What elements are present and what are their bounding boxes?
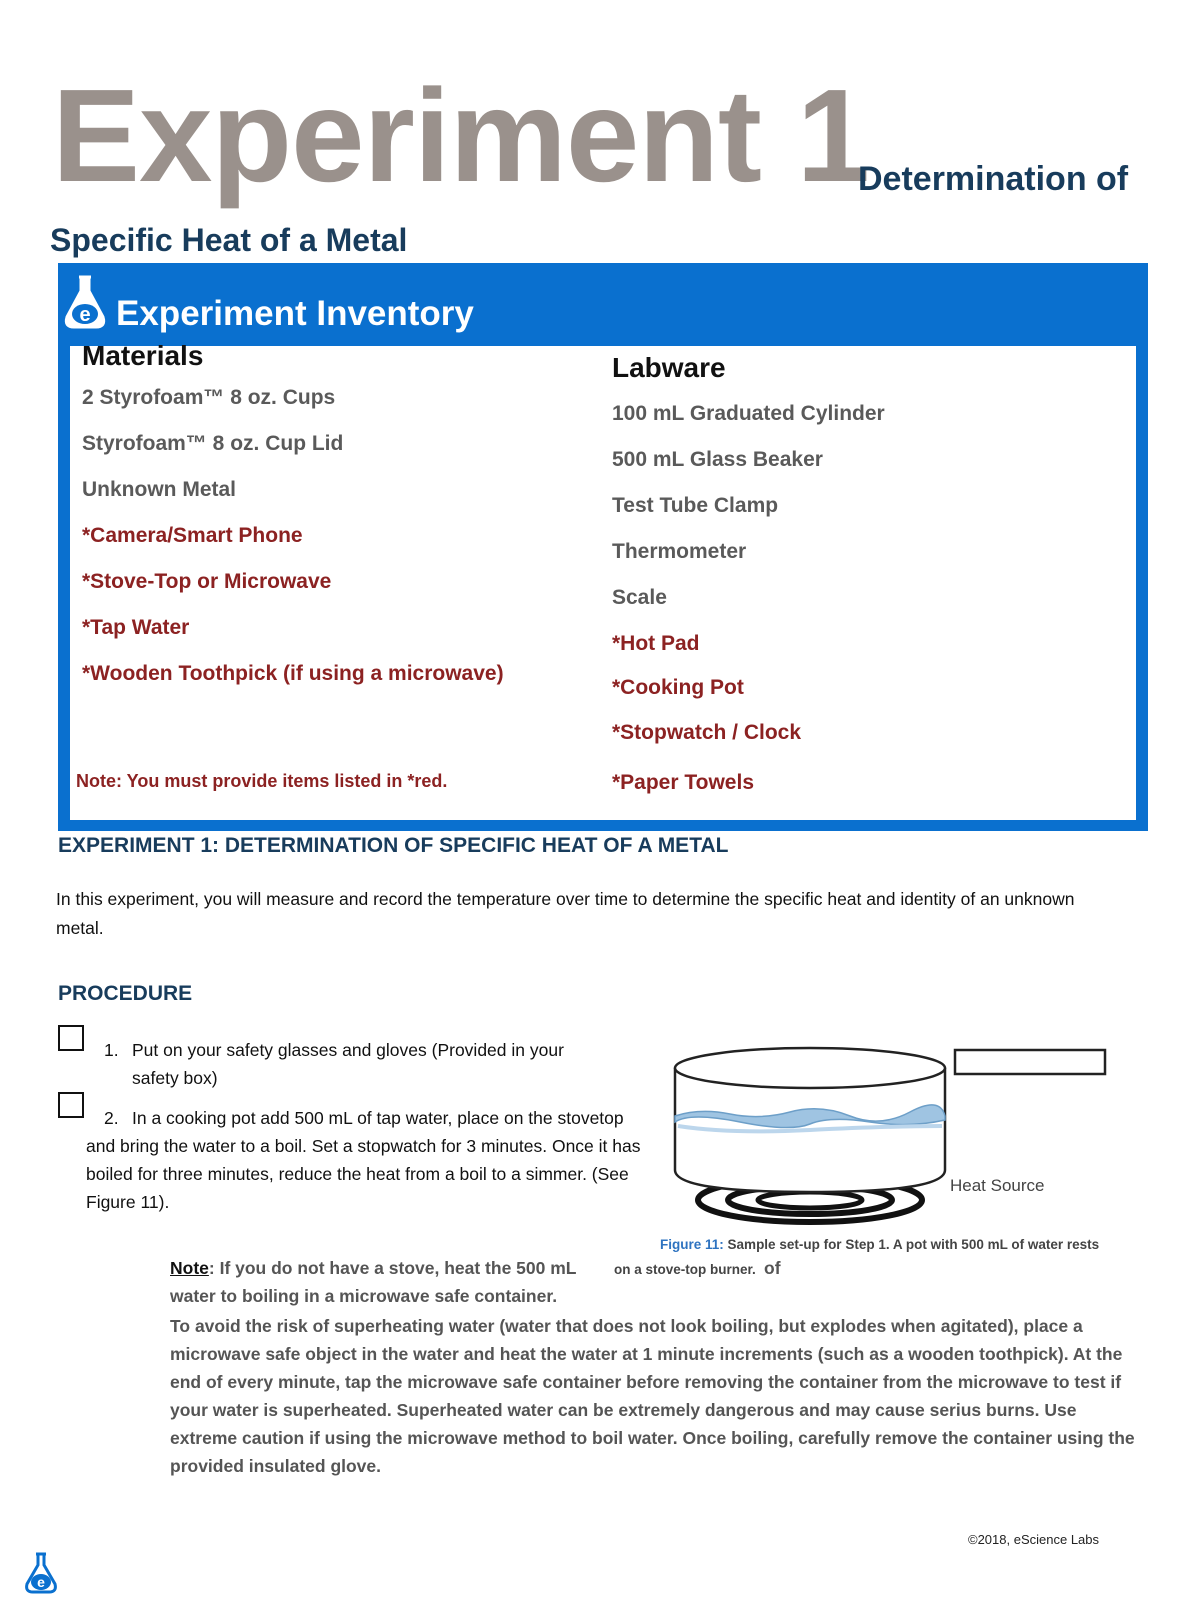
heat-source-label: Heat Source	[950, 1176, 1045, 1195]
flask-logo-icon	[62, 271, 108, 333]
figure-caption-text: Sample set-up for Step 1. A pot with 500 mL of water rests	[727, 1237, 1100, 1252]
labware-item: Thermometer	[612, 540, 747, 563]
material-item: Styrofoam™ 8 oz. Cup Lid	[82, 432, 344, 455]
inventory-heading: Experiment Inventory	[116, 294, 474, 333]
procedure-heading: PROCEDURE	[58, 982, 193, 1005]
labware-item: *Stopwatch / Clock	[612, 721, 802, 744]
material-item: Unknown Metal	[82, 478, 237, 501]
svg-text:e: e	[37, 1574, 45, 1590]
note-line1-end: of	[764, 1258, 781, 1278]
labware-item: 100 mL Graduated Cylinder	[612, 402, 885, 425]
material-item: *Wooden Toothpick (if using a microwave)	[82, 662, 504, 685]
page-title: Experiment 1	[52, 62, 869, 209]
cooking-pot-figure	[670, 1042, 1130, 1228]
material-item: *Camera/Smart Phone	[82, 524, 303, 547]
page-subtitle: Specific Heat of a Metal	[50, 222, 408, 258]
material-item: *Stove-Top or Microwave	[82, 570, 332, 593]
figure-caption-continued: on a stove-top burner.	[614, 1262, 756, 1277]
note-label: Note	[170, 1258, 209, 1278]
labware-item: *Paper Towels	[612, 771, 754, 794]
copyright: ©2018, eScience Labs	[968, 1532, 1100, 1547]
svg-text:e: e	[79, 304, 91, 326]
step-1-number: 1.	[104, 1040, 119, 1060]
labware-item: *Hot Pad	[612, 632, 700, 655]
note-line1-text: : If you do not have a stove, heat the 500 mL	[208, 1258, 577, 1278]
microwave-note-line1	[170, 1254, 576, 1282]
step-2-number: 2.	[104, 1108, 119, 1128]
step-2-text: In a cooking pot add 500 mL of tap water, place on the stovetop and bring the water to a boil. Set a stopwatch for 3 minutes. Once it has boiled for three minutes, reduce the heat from a boil to a simmer. (See Figure 11).	[86, 1108, 641, 1212]
labware-item: 500 mL Glass Beaker	[612, 448, 823, 471]
experiment-heading: EXPERIMENT 1: DETERMINATION OF SPECIFIC HEAT OF A METAL	[58, 834, 729, 857]
microwave-note-line2: water to boiling in a microwave safe container.	[170, 1286, 558, 1306]
figure-caption-label: Figure 11:	[660, 1237, 724, 1252]
step-2-checkbox[interactable]	[58, 1092, 84, 1118]
step-1-checkbox[interactable]	[58, 1025, 84, 1051]
material-item: 2 Styrofoam™ 8 oz. Cups	[82, 386, 336, 409]
labware-item: Scale	[612, 586, 667, 609]
materials-heading: Materials	[82, 340, 204, 371]
material-item: *Tap Water	[82, 616, 190, 639]
step-1-text: Put on your safety glasses and gloves (Provided in your safety box)	[132, 1040, 564, 1088]
title-suffix: Determination of	[858, 160, 1129, 198]
provide-items-note: Note: You must provide items listed in *red.	[76, 771, 448, 791]
superheating-warning: To avoid the risk of superheating water (water that does not look boiling, but explodes when agitated), place a microwave safe object in the water and heat the water at 1 minute increments (such as a wooden toothpick). At the end of every minute, tap the microwave safe container before removing the container from the microwave to test if your water is superheated. Superheated water can be extremely dangerous and may cause serius burns. Use extreme caution if using the microwave method to boil water. Once boiling, carefully remove the container using the provided insulated glove.	[170, 1316, 1135, 1476]
labware-item: *Cooking Pot	[612, 676, 744, 699]
escience-logo-icon	[24, 1550, 58, 1596]
labware-item: Test Tube Clamp	[612, 494, 779, 517]
labware-heading: Labware	[612, 352, 726, 383]
figure-caption	[660, 1237, 1099, 1252]
experiment-intro: In this experiment, you will measure and record the temperature over time to determine the specific heat and identity of an unknown metal.	[56, 889, 1075, 938]
